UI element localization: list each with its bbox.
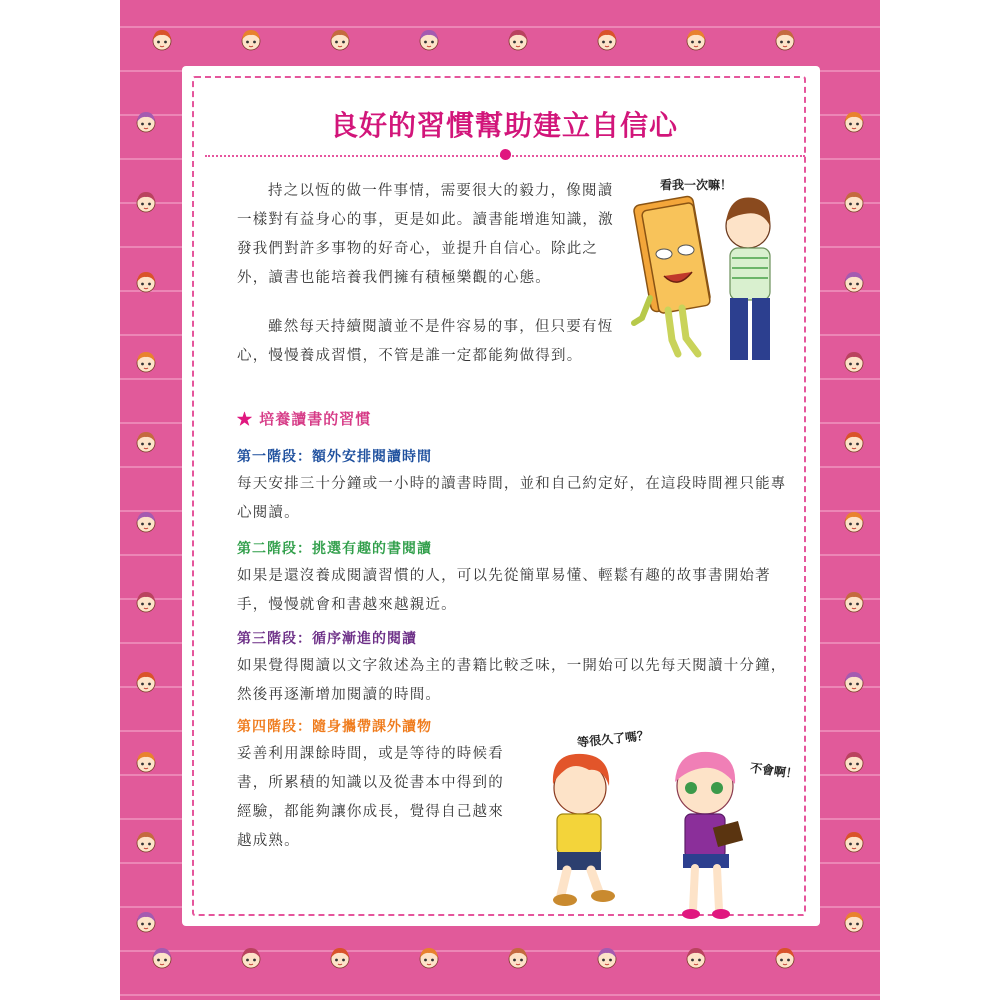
girl-face-icon: [417, 946, 441, 970]
frame-stripe: [120, 994, 880, 996]
intro-paragraph-1: 持之以恆的做一件事情，需要很大的毅力，像閱讀一樣對有益身心的事，更是如此。讀書能增進知識，激發我們對許多事物的好奇心，並提升自信心。除此之外，讀書也能培養我們擁有積極樂觀的心態。: [237, 183, 614, 286]
girl-face-icon: [842, 350, 866, 374]
girl-face-icon: [842, 190, 866, 214]
girl-face-icon: [328, 946, 352, 970]
girl-face-icon: [595, 946, 619, 970]
stage-1-title: 第一階段：額外安排閱讀時間: [237, 449, 432, 465]
divider-dot: [500, 149, 511, 160]
girl-face-icon: [150, 28, 174, 52]
girl-face-icon: [842, 910, 866, 934]
boy-speech-bubble: 等很久了嗎？: [576, 728, 650, 750]
girl-face-icon: [773, 946, 797, 970]
intro-paragraph-2: 雖然每天持續閱讀並不是件容易的事，但只要有恆心，慢慢養成習慣，不管是誰一定都能夠做得到。: [237, 319, 614, 364]
girl-face-icon: [842, 670, 866, 694]
girl-face-icon: [134, 830, 158, 854]
girl-face-icon: [150, 946, 174, 970]
star-icon: ★: [237, 410, 254, 428]
girl-face-icon: [134, 590, 158, 614]
girl-face-icon: [684, 28, 708, 52]
girl-face-icon: [134, 670, 158, 694]
page-title: 良好的習慣幫助建立自信心: [330, 109, 679, 142]
girl-face-icon: [134, 190, 158, 214]
girl-face-icon: [506, 946, 530, 970]
girl-face-icon: [842, 110, 866, 134]
girl-face-icon: [842, 590, 866, 614]
girl-face-icon: [842, 270, 866, 294]
girl-face-icon: [842, 430, 866, 454]
girl-face-icon: [684, 946, 708, 970]
girl-face-icon: [328, 28, 352, 52]
stage-2-title: 第二階段：挑選有趣的書閱讀: [237, 541, 432, 557]
girl-face-icon: [239, 946, 263, 970]
girl-face-icon: [134, 110, 158, 134]
stage-4-text: 妥善利用課餘時間，或是等待的時候看書，所累積的知識以及從書本中得到的經驗，都能夠讓你成長，覺得自己越來越成熟。: [237, 746, 504, 849]
girl-face-icon: [239, 28, 263, 52]
book-character-illustration: [620, 178, 790, 378]
frame-stripe: [120, 950, 880, 952]
section-heading: [237, 408, 371, 429]
boy-illustration: [553, 754, 615, 906]
book-speech-bubble: 看我一次嘛！: [660, 178, 733, 192]
frame-stripe: [120, 26, 880, 28]
stage-1-text: 每天安排三十分鐘或一小時的讀書時間，並和自己約定好，在這段時間裡只能專心閱讀。: [237, 476, 787, 521]
girl-face-icon: [595, 28, 619, 52]
girl-face-icon: [842, 830, 866, 854]
stage-3-title: 第三階段：循序漸進的閱讀: [237, 631, 417, 647]
girl-speech-bubble: 不會啊！: [749, 760, 799, 782]
girl-face-icon: [134, 750, 158, 774]
girl-face-icon: [842, 510, 866, 534]
stage-2-text: 如果是還沒養成閱讀習慣的人，可以先從簡單易懂、輕鬆有趣的故事書開始著手，慢慢就會和書越來越親近。: [237, 568, 771, 613]
girl-face-icon: [842, 750, 866, 774]
girl-face-icon: [506, 28, 530, 52]
stage-3-text: 如果覺得閱讀以文字敘述為主的書籍比較乏味，一開始可以先每天閱讀十分鐘，然後再逐漸增加閱讀的時間。: [237, 658, 787, 703]
section-heading-text: 培養讀書的習慣: [259, 410, 372, 428]
girl-reading-illustration: [675, 752, 743, 919]
girl-face-icon: [134, 350, 158, 374]
girl-face-icon: [134, 910, 158, 934]
girl-face-icon: [417, 28, 441, 52]
stage-4-title: 第四階段：隨身攜帶課外讀物: [237, 719, 432, 735]
girl-face-icon: [134, 510, 158, 534]
girl-face-icon: [134, 430, 158, 454]
girl-face-icon: [773, 28, 797, 52]
girl-face-icon: [134, 270, 158, 294]
